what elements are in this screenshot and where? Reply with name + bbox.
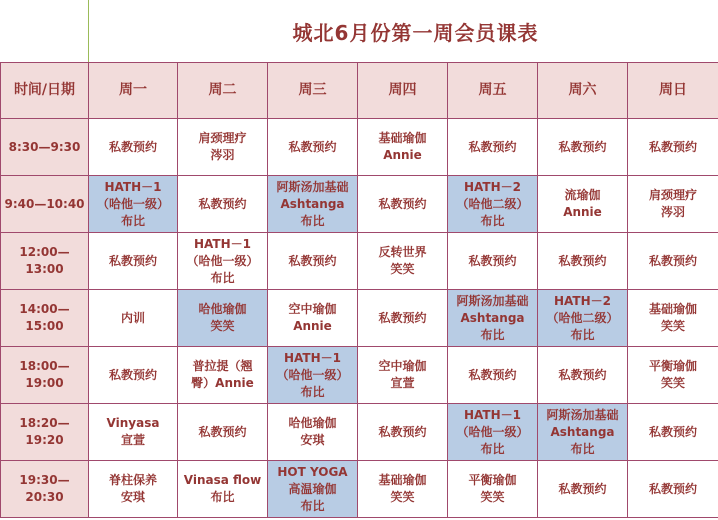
class-cell-line: 私教预约 [648,424,697,439]
class-cell-line: Vinasa flow [183,473,262,487]
class-cell-line: 私教预约 [198,196,247,211]
class-cell [268,176,358,233]
class-cell [268,404,358,461]
class-cell [538,119,628,176]
class-cell [358,404,448,461]
class-cell-line: 安琪 [300,433,325,447]
class-cell [538,347,628,404]
table-row [1,233,718,290]
class-cell [358,290,448,347]
class-cell [89,290,178,347]
class-cell-line: 私教预约 [378,196,427,211]
class-cell-line: HOT YOGA [277,464,348,479]
header-row [1,63,718,119]
class-cell-line: 基础瑜伽 [378,131,427,145]
class-cell [358,176,448,233]
class-cell-line: 阿斯汤加基础 [546,407,619,422]
table-row [1,176,718,233]
class-cell-line: 布比 [300,498,325,513]
class-cell [358,119,448,176]
column-header-day: 周日 [628,63,718,119]
class-cell-line: 私教预约 [558,481,607,496]
class-cell-line: HATH－2 [554,293,611,308]
page-title: 城北6月份第一周会员课表 [292,20,539,45]
class-cell-line: 私教预约 [558,367,607,382]
class-cell-line: 宣萱 [120,433,145,447]
class-cell-line: 笑笑 [390,262,415,276]
schedule-table [0,62,718,518]
class-cell-line: 基础瑜伽 [648,302,697,316]
table-row [1,290,718,347]
class-cell [178,290,268,347]
class-cell-line: 布比 [480,327,505,342]
class-cell-line: （哈他一级） [456,424,529,439]
class-cell-line: 涔羽 [210,148,235,162]
class-cell [358,461,448,518]
class-cell-line: HATH－1 [464,407,521,422]
class-cell-line: 布比 [300,213,325,228]
class-cell-line: 安琪 [120,490,145,504]
column-header-time: 时间/日期 [1,63,89,119]
class-cell-line: 私教预约 [378,424,427,439]
class-cell [89,119,178,176]
class-cell [628,290,718,347]
class-cell-line: （哈他一级） [276,367,349,382]
class-cell [448,119,538,176]
class-cell-line: 高温瑜伽 [288,481,337,496]
class-cell-line: 脊柱保养 [108,473,157,487]
class-cell [628,347,718,404]
time-slot-cell: 18:00—19:00 [1,347,89,404]
class-cell [538,233,628,290]
class-cell [448,176,538,233]
class-cell-line: 平衡瑜伽 [468,473,517,487]
class-cell-line: Annie [383,148,422,162]
class-cell-line: 私教预约 [558,253,607,268]
class-cell [358,347,448,404]
class-cell-line: 流瑜伽 [564,188,601,202]
class-cell [448,347,538,404]
class-cell-line: 私教预约 [108,367,157,382]
class-cell [268,290,358,347]
class-cell [448,233,538,290]
class-cell [178,119,268,176]
class-cell-line: 空中瑜伽 [288,302,337,316]
class-cell [628,233,718,290]
class-cell [538,404,628,461]
column-header-day: 周二 [178,63,268,119]
class-cell-line: 内训 [120,310,145,325]
class-cell-line: （哈他二级） [546,310,619,325]
class-cell-line: 布比 [570,327,595,342]
class-cell-line: Vinyasa [106,416,160,430]
class-cell-line: 私教预约 [288,253,337,268]
class-cell [448,461,538,518]
class-cell [178,176,268,233]
class-cell-line: Ashtanga [550,424,615,439]
column-header-day: 周三 [268,63,358,119]
class-cell-line: 阿斯汤加基础 [456,293,529,308]
class-cell [268,233,358,290]
class-cell-line: 私教预约 [648,481,697,496]
class-cell-line: 布比 [210,490,235,504]
class-cell-line: 布比 [480,213,505,228]
class-cell [268,347,358,404]
class-cell [89,176,178,233]
class-cell [178,461,268,518]
class-cell-line: 基础瑜伽 [378,473,427,487]
class-cell [538,290,628,347]
class-cell [628,119,718,176]
class-cell-line: 笑笑 [480,490,505,504]
table-row [1,347,718,404]
column-header-day: 周五 [448,63,538,119]
schedule-body [1,119,718,518]
column-header-day: 周四 [358,63,448,119]
table-row [1,461,718,518]
class-cell-line: 布比 [210,270,235,285]
class-cell-line: 空中瑜伽 [378,359,427,373]
class-cell-line: 私教预约 [288,139,337,154]
class-cell-line: （哈他二级） [456,196,529,211]
class-cell [628,176,718,233]
column-header-day: 周六 [538,63,628,119]
class-cell [89,347,178,404]
class-cell-line: 涔羽 [660,205,685,219]
table-row [1,404,718,461]
class-cell-line: 私教预约 [558,139,607,154]
class-cell [538,176,628,233]
column-header-day: 周一 [89,63,178,119]
class-cell-line: 私教预约 [648,253,697,268]
class-cell-line: HATH－1 [194,236,251,251]
class-cell-line: 臀）Annie [191,376,254,390]
class-cell [628,461,718,518]
class-cell [448,404,538,461]
class-cell-line: （哈他一级） [96,196,169,211]
class-cell-line: Annie [563,205,602,219]
class-cell-line: 布比 [480,441,505,456]
class-cell-line: Ashtanga [460,310,525,325]
class-cell [89,404,178,461]
time-slot-cell: 8:30—9:30 [1,119,89,176]
class-cell [358,233,448,290]
class-cell-line: 私教预约 [378,310,427,325]
class-cell-line: （哈他一级） [186,253,259,268]
class-cell [268,119,358,176]
class-cell-line: HATH－2 [464,179,521,194]
class-cell-line: 笑笑 [210,319,235,333]
class-cell [89,233,178,290]
class-cell-line: HATH－1 [284,350,341,365]
class-cell-line: 反转世界 [378,245,427,259]
class-cell-line: 笑笑 [660,376,685,390]
class-cell-line: 肩颈理疗 [648,188,697,202]
class-cell-line: 哈他瑜伽 [288,416,337,430]
class-cell [178,347,268,404]
class-cell-line: 私教预约 [198,424,247,439]
title-row [0,0,718,62]
time-slot-cell: 9:40—10:40 [1,176,89,233]
time-slot-cell: 14:00—15:00 [1,290,89,347]
class-cell-line: 哈他瑜伽 [198,302,247,316]
class-cell-line: 私教预约 [108,139,157,154]
class-cell-line: 普拉提（翘 [192,359,253,373]
time-slot-cell: 12:00—13:00 [1,233,89,290]
class-cell [268,461,358,518]
table-row [1,119,718,176]
class-cell-line: 笑笑 [660,319,685,333]
class-cell-line: 私教预约 [648,139,697,154]
class-cell [89,461,178,518]
class-cell-line: 笑笑 [390,490,415,504]
class-cell-line: 布比 [570,441,595,456]
class-cell-line: 私教预约 [468,139,517,154]
class-cell-line: 私教预约 [108,253,157,268]
time-slot-cell: 19:30—20:30 [1,461,89,518]
class-cell [178,404,268,461]
class-cell-line: 布比 [300,384,325,399]
class-cell-line: Ashtanga [280,196,345,211]
class-cell-line: Annie [293,319,332,333]
class-cell [538,461,628,518]
class-cell-line: HATH－1 [104,179,162,194]
class-cell-line: 私教预约 [468,367,517,382]
class-cell [448,290,538,347]
class-cell-line: 肩颈理疗 [198,131,247,145]
class-cell-line: 布比 [120,213,145,228]
time-slot-cell: 18:20—19:20 [1,404,89,461]
class-cell-line: 私教预约 [468,253,517,268]
class-cell [628,404,718,461]
class-cell-line: 宣萱 [390,376,415,390]
class-cell [178,233,268,290]
class-cell-line: 阿斯汤加基础 [276,179,349,194]
class-cell-line: 平衡瑜伽 [648,359,697,373]
